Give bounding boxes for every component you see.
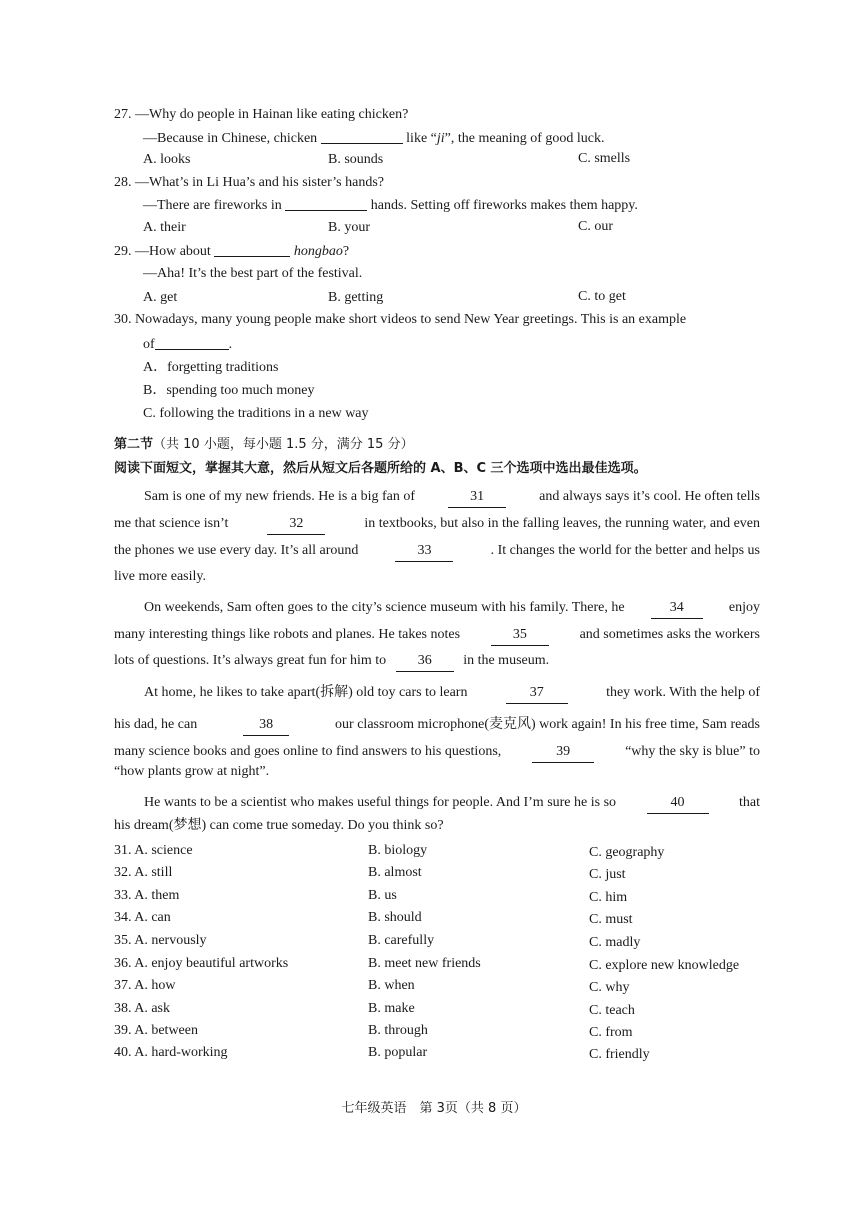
passage-text: On weekends, Sam often goes to the city’s science museum with his family. There, he [144,600,625,615]
q29-option-c[interactable]: C. to get [578,289,626,304]
blank-35[interactable]: 35 [491,626,549,646]
q30-of: of [143,337,155,352]
passage-text: in the museum. [463,653,550,668]
blank-39[interactable]: 39 [532,743,594,763]
passage-text: At home, he likes to take apart(拆解) old toy cars to learn [144,685,468,700]
option-38-a[interactable]: 38. A. ask [114,1001,170,1016]
option-33-c[interactable]: C. him [589,890,628,905]
q30-option-b[interactable]: B．spending too much money [143,383,315,398]
q27-line2-a: —Because in Chinese, chicken [143,131,318,146]
passage-p1-row3 [114,542,760,562]
option-36-c[interactable]: C. explore new knowledge [589,958,740,973]
q28-blank[interactable] [285,196,367,211]
q29-option-b[interactable]: B. getting [328,290,384,305]
option-32-a[interactable]: 32. A. still [114,865,173,880]
q29-stem-a: 29. —How about [114,244,211,259]
option-34-b[interactable]: B. should [368,910,422,925]
q27-blank[interactable] [321,129,403,144]
passage-p3-row4: “how plants grow at night”. [114,764,270,779]
option-31-b[interactable]: B. biology [368,843,428,858]
q27-stem: 27. —Why do people in Hainan like eating chicken? [114,107,409,122]
passage-p1-row4: live more easily. [114,569,207,584]
option-40-b[interactable]: B. popular [368,1045,428,1060]
passage-text: many interesting things like robots and planes. He takes notes [114,627,461,642]
option-39-c[interactable]: C. from [589,1025,633,1040]
q29-hongbao: hongbao [293,244,343,259]
passage-p4-row2: his dream(梦想) can come true someday. Do you think so? [114,818,444,833]
passage-text: our classroom microphone(麦克风) work again! In his free time, Sam reads [335,717,760,732]
option-38-c[interactable]: C. teach [589,1003,635,1018]
blank-31[interactable]: 31 [448,488,506,508]
option-37-c[interactable]: C. why [589,980,630,995]
option-34-c[interactable]: C. must [589,912,633,927]
option-36-b[interactable]: B. meet new friends [368,956,481,971]
blank-37[interactable]: 37 [506,684,568,704]
section-title: 第二节 [114,437,154,452]
q30-dot: . [228,337,233,352]
passage-text: his dad, he can [114,717,198,732]
passage-p3-row3 [114,743,760,763]
section-meta: （共 10 小题，每小题 1.5 分，满分 15 分） [153,437,414,452]
passage-p2-row1 [114,599,760,619]
q29-blank[interactable] [214,242,290,257]
q29-line2: —Aha! It’s the best part of the festival. [143,266,363,281]
q29-qmark: ? [342,244,350,259]
q29-stem [114,242,349,262]
blank-32[interactable]: 32 [267,515,325,535]
passage-p2-row2 [114,626,760,646]
option-33-b[interactable]: B. us [368,888,397,903]
passage-text: “why the sky is blue” to [625,744,760,759]
q27-option-c[interactable]: C. smells [578,151,631,166]
passage-text: and always says it’s cool. He often tells [539,489,760,504]
q28-option-a[interactable]: A. their [143,220,186,235]
blank-33[interactable]: 33 [395,542,453,562]
q27-line2-b: like “ [406,131,437,146]
q27-ji: ji [436,131,445,146]
q30-stem: 30. Nowadays, many young people make short videos to send New Year greetings. This is an example [114,312,687,327]
option-34-a[interactable]: 34. A. can [114,910,171,925]
passage-p3-row2 [114,716,760,736]
option-37-a[interactable]: 37. A. how [114,978,176,993]
q27-option-a[interactable]: A. looks [143,152,191,167]
passage-text: that [739,795,760,810]
option-35-b[interactable]: B. carefully [368,933,435,948]
q27-line2 [143,129,604,149]
section-instruction: 阅读下面短文，掌握其大意，然后从短文后各题所给的 A、B、C 三个选项中选出最佳选项。 [114,461,647,476]
passage-text: Sam is one of my new friends. He is a big fan of [144,489,415,504]
passage-p1-row1 [114,488,760,508]
blank-38[interactable]: 38 [243,716,289,736]
passage-text: . It changes the world for the better and helps us [490,543,760,558]
q30-option-c[interactable]: C. following the traditions in a new way [143,406,369,421]
passage-text: many science books and goes online to find answers to his questions, [114,744,502,759]
q30-option-a[interactable]: A．forgetting traditions [143,360,279,375]
option-33-a[interactable]: 33. A. them [114,888,180,903]
passage-text: enjoy [728,600,760,615]
option-31-c[interactable]: C. geography [589,845,665,860]
passage-text: lots of questions. It’s always great fun for him to [114,653,387,668]
q27-line2-c: ”, the meaning of good luck. [444,131,605,146]
option-39-b[interactable]: B. through [368,1023,428,1038]
option-39-a[interactable]: 39. A. between [114,1023,198,1038]
option-31-a[interactable]: 31. A. science [114,843,193,858]
option-32-b[interactable]: B. almost [368,865,422,880]
option-37-b[interactable]: B. when [368,978,415,993]
passage-text: they work. With the help of [606,685,760,700]
passage-text: and sometimes asks the workers [579,627,760,642]
option-35-a[interactable]: 35. A. nervously [114,933,207,948]
q29-option-a[interactable]: A. get [143,290,178,305]
blank-36[interactable]: 36 [396,652,454,672]
passage-p3-row1 [114,684,760,704]
q27-option-b[interactable]: B. sounds [328,152,384,167]
option-40-a[interactable]: 40. A. hard-working [114,1045,228,1060]
option-32-c[interactable]: C. just [589,867,626,882]
option-35-c[interactable]: C. madly [589,935,641,950]
passage-p2-row3 [114,652,760,672]
q28-line2 [143,196,638,216]
passage-text: in textbooks, but also in the falling leaves, the running water, and even [364,516,760,531]
passage-text: the phones we use every day. It’s all around [114,543,359,558]
q28-option-c[interactable]: C. our [578,219,613,234]
q30-blank[interactable] [155,335,229,350]
section-heading [114,436,414,454]
passage-text: me that science isn’t [114,516,229,531]
q30-line2 [143,335,232,355]
blank-40[interactable]: 40 [647,794,709,814]
option-38-b[interactable]: B. make [368,1001,415,1016]
q28-line2-a: —There are fireworks in [143,198,282,213]
q28-option-b[interactable]: B. your [328,220,370,235]
option-40-c[interactable]: C. friendly [589,1047,650,1062]
passage-p1-row2 [114,515,760,535]
page-footer: 七年级英语 第 3页（共 8 页） [341,1101,527,1116]
option-36-a[interactable]: 36. A. enjoy beautiful artworks [114,956,289,971]
passage-p4-row1 [114,794,760,814]
q28-line2-b: hands. Setting off fireworks makes them happy. [370,198,638,213]
q28-stem: 28. —What’s in Li Hua’s and his sister’s hands? [114,175,384,190]
blank-34[interactable]: 34 [651,599,703,619]
passage-text: He wants to be a scientist who makes useful things for people. And I’m sure he is so [144,795,617,810]
